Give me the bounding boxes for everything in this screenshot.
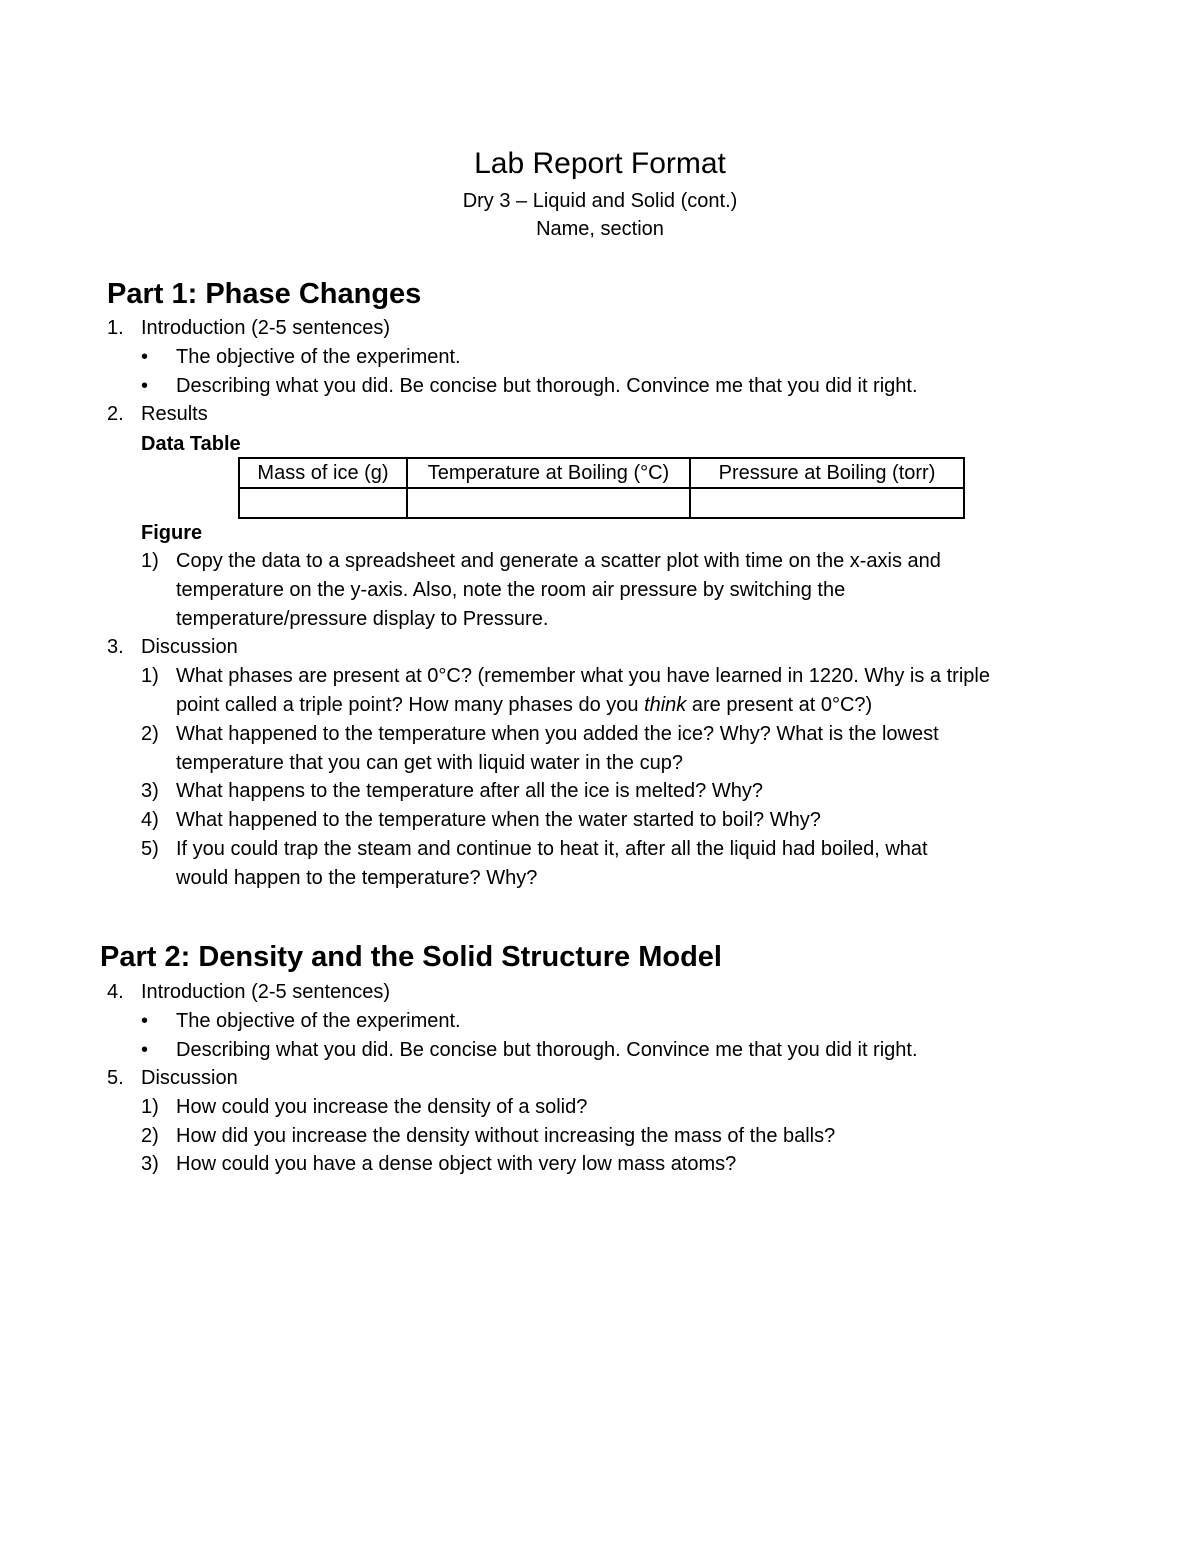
discussion-item-text: How did you increase the density without increasing the mass of the balls? xyxy=(176,1125,836,1147)
table-header-cell: Pressure at Boiling (torr) xyxy=(690,458,964,488)
text-fragment: point called a triple point? How many phases do you xyxy=(176,694,645,716)
figure-item-text: temperature on the y-axis. Also, note the room air pressure by switching the xyxy=(176,579,846,601)
table-header-row xyxy=(239,458,964,488)
discussion-item-text: How could you have a dense object with very low mass atoms? xyxy=(176,1153,737,1175)
intro-label: Introduction (2-5 sentences) xyxy=(141,317,391,339)
discussion-item-marker: 1) xyxy=(141,665,159,687)
list-number: 5. xyxy=(107,1067,124,1089)
intro-label: Introduction (2-5 sentences) xyxy=(141,981,391,1003)
discussion-item-text xyxy=(176,691,872,719)
bullet: • xyxy=(141,1010,149,1032)
figure-item-text: Copy the data to a spreadsheet and generate a scatter plot with time on the x-axis and xyxy=(176,550,941,572)
part1-heading: Part 1: Phase Changes xyxy=(107,278,422,310)
figure-item-marker: 1) xyxy=(141,550,159,572)
discussion-item-marker: 2) xyxy=(141,1125,159,1147)
discussion-item-text: What happens to the temperature after all the ice is melted? Why? xyxy=(176,780,763,802)
results-label: Results xyxy=(141,403,208,425)
table-cell-empty xyxy=(239,488,407,518)
discussion-item-marker: 4) xyxy=(141,809,159,831)
bullet: • xyxy=(141,346,149,368)
discussion-item-marker: 1) xyxy=(141,1096,159,1118)
document-title: Lab Report Format xyxy=(474,147,726,180)
discussion-item-text: If you could trap the steam and continue to heat it, after all the liquid had boiled, what xyxy=(176,838,928,860)
discussion-item-text: would happen to the temperature? Why? xyxy=(176,867,538,889)
emphasis-text: think xyxy=(644,694,687,716)
discussion-item-text: What happened to the temperature when you added the ice? Why? What is the lowest xyxy=(176,723,939,745)
discussion-item-text: What happened to the temperature when the water started to boil? Why? xyxy=(176,809,821,831)
bullet: • xyxy=(141,375,149,397)
discussion-item-marker: 5) xyxy=(141,838,159,860)
document-subtitle: Dry 3 – Liquid and Solid (cont.) xyxy=(462,190,738,212)
discussion-label: Discussion xyxy=(141,1067,238,1089)
table-header-cell: Mass of ice (g) xyxy=(239,458,407,488)
discussion-item-marker: 3) xyxy=(141,780,159,802)
bullet-text: The objective of the experiment. xyxy=(176,1010,461,1032)
table-cell-empty xyxy=(407,488,690,518)
table-cell-empty xyxy=(690,488,964,518)
list-number: 1. xyxy=(107,317,124,339)
part2-heading: Part 2: Density and the Solid Structure Model xyxy=(100,941,722,973)
table-header-cell: Temperature at Boiling (°C) xyxy=(407,458,690,488)
bullet-text: Describing what you did. Be concise but thorough. Convince me that you did it right. xyxy=(176,1039,918,1061)
figure-item-text: temperature/pressure display to Pressure. xyxy=(176,608,549,630)
table-row xyxy=(239,488,964,518)
bullet-text: Describing what you did. Be concise but thorough. Convince me that you did it right. xyxy=(176,375,918,397)
list-number: 4. xyxy=(107,981,124,1003)
data-table-label: Data Table xyxy=(141,433,241,455)
data-table xyxy=(238,457,965,519)
bullet: • xyxy=(141,1039,149,1061)
name-section: Name, section xyxy=(536,218,664,240)
list-number: 3. xyxy=(107,636,124,658)
list-number: 2. xyxy=(107,403,124,425)
discussion-label: Discussion xyxy=(141,636,238,658)
text-fragment: are present at 0°C?) xyxy=(686,694,873,716)
discussion-item-text: What phases are present at 0°C? (remember what you have learned in 1220. Why is a triple xyxy=(176,665,990,687)
discussion-item-text: temperature that you can get with liquid water in the cup? xyxy=(176,752,683,774)
bullet-text: The objective of the experiment. xyxy=(176,346,461,368)
figure-label: Figure xyxy=(141,522,203,544)
discussion-item-marker: 3) xyxy=(141,1153,159,1175)
discussion-item-text: How could you increase the density of a solid? xyxy=(176,1096,588,1118)
discussion-item-marker: 2) xyxy=(141,723,159,745)
